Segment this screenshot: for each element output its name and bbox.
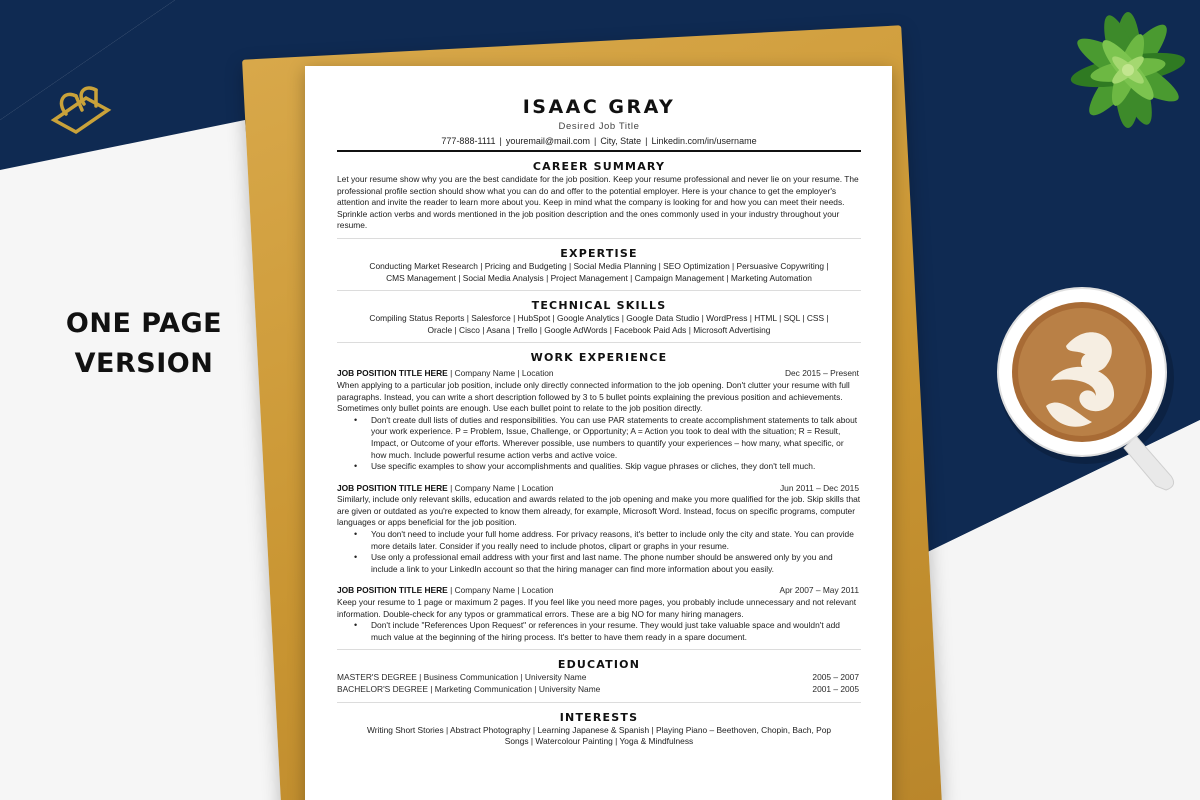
job-bullets <box>337 529 861 575</box>
education-row <box>337 672 861 684</box>
section-title-education: EDUCATION <box>557 658 641 672</box>
education-degree: MASTER'S DEGREE <box>337 672 417 683</box>
divider <box>337 290 861 291</box>
education-dates: 2005 – 2007 <box>812 672 859 683</box>
education-dates: 2001 – 2005 <box>812 684 859 694</box>
resume-page <box>305 66 892 800</box>
job-bullet: • Use specific examples to show your accomplishments and qualities. Skip vague phrases or cliches, they don't tell much. <box>371 461 861 473</box>
divider <box>337 649 861 650</box>
job-dates: Apr 2007 – May 2011 <box>779 585 859 596</box>
section-title-interests: INTERESTS <box>559 710 639 724</box>
summary-text: Let your resume show why you are the best candidate for the job position. Keep your resume professional and never lie on your resume. The professional profile section should show what you can do and offer to the potential employer. Here is your chance to get the employer's attention and invite the reader to learn more about you. Keep in mind what the company is looking for and how you can meet their needs. Sprinkle action verbs and words mentioned in the job position description and the ones commonly used in your industry throughout your resume. <box>337 174 859 231</box>
job-title: JOB POSITION TITLE HERE <box>337 368 448 379</box>
promo-line-2: VERSION <box>74 348 214 379</box>
section-title-work: WORK EXPERIENCE <box>530 351 668 365</box>
job-dates: Dec 2015 – Present <box>784 368 859 379</box>
skills-line-1: Compiling Status Reports | Salesforce | HubSpot | Google Analytics | Google Data Studio | WordPress | HTML | SQL | CSS | <box>369 313 829 324</box>
job-bullet: • Don't include "References Upon Request" or references in your resume. They would just take valuable space and wouldn't add much value at the beginning of the hiring process. It's better to have them ready in a spare document. <box>371 620 861 643</box>
section-title-summary: CAREER SUMMARY <box>532 160 666 173</box>
education-detail: | Business Communication | University Name <box>416 672 587 683</box>
contact-phone: 777-888-1111 <box>441 136 496 146</box>
resume-job-title: Desired Job Title <box>558 121 640 132</box>
education-degree: BACHELOR'S DEGREE <box>337 684 428 694</box>
job-bullet: • Don't create dull lists of duties and responsibilities. You can use PAR statements to create accomplishment statements to talk about your work experience. P = Problem, Issue, Challenge, or Opportunity; A = Action you took to deal with the situation; R = Result, Impact, or Outcome of your efforts. Wherever possible, use numbers to quantify your experiences – how many, what specific, or how much. Include powerful resume action verbs and active voice. <box>371 415 861 461</box>
job-description: Keep your resume to 1 page or maximum 2 pages. If you feel like you need more pages, you probably include unnecessary and not relevant information. Double-check for any typos or grammatical errors. These are a big NO for many hiring managers. <box>337 597 857 619</box>
contact-line: 777-888-1111 | youremail@mail.com | City, State | Linkedin.com/in/username <box>441 136 757 146</box>
header-rule <box>337 150 861 152</box>
expertise-line-1: Conducting Market Research | Pricing and Budgeting | Social Media Planning | SEO Optimization | Persuasive Copywriting | <box>369 260 829 271</box>
binder-clip-icon <box>46 80 118 140</box>
contact-email: youremail@mail.com <box>505 136 590 146</box>
coffee-cup-icon <box>996 286 1186 496</box>
contact-linkedin: Linkedin.com/in/username <box>651 136 757 146</box>
education-detail: | Marketing Communication | University Name <box>427 684 601 694</box>
job-company: | Company Name | Location <box>447 585 554 596</box>
section-title-expertise: EXPERTISE <box>560 246 638 260</box>
job-bullet: • You don't need to include your full home address. For privacy reasons, it's better to include only the city and state. You can provide more details later. Consider if you really need to include photos, clipart or graphs in your resume. <box>371 529 861 552</box>
education-row <box>337 684 861 696</box>
job-title: JOB POSITION TITLE HERE <box>337 585 448 596</box>
job-description: Similarly, include only relevant skills, education and awards related to the job opening and make you more qualified for the job. Skip skills that are given or outdated as you're expected to know them already, for example, Microsoft Word. Instead, focus on specific programs, computer languages or apps beneficial for the job position. <box>337 494 861 528</box>
job-header <box>337 483 861 495</box>
job-entry <box>337 483 861 576</box>
job-title: JOB POSITION TITLE HERE <box>337 482 448 493</box>
job-header <box>337 585 861 597</box>
contact-location: City, State <box>600 136 642 146</box>
skills-line-2: Oracle | Cisco | Asana | Trello | Google AdWords | Facebook Paid Ads | Microsoft Advertising <box>427 324 771 335</box>
interests-line-1: Writing Short Stories | Abstract Photography | Learning Japanese & Spanish | Playing Piano – Beethoven, Chopin, Bach, Pop <box>366 724 832 735</box>
job-entry <box>337 585 861 643</box>
resume-name: ISAAC GRAY <box>522 96 676 118</box>
promo-heading <box>52 304 236 384</box>
succulent-plant-icon <box>1028 0 1200 162</box>
job-bullets <box>337 620 861 643</box>
job-description: When applying to a particular job position, include only directly connected information to the job opening. Don't clutter your resume with full paragraphs. Instead, you can write a short description followed by 3 to 5 bullet points explaining the previous position and achievements. Sometimes only bullet points are enough. Use each bullet point to relate to the job position directly. <box>337 379 850 414</box>
interests-line-2: Songs | Watercolour Painting | Yoga & Mindfulness <box>504 736 694 747</box>
section-title-skills: TECHNICAL SKILLS <box>531 299 667 313</box>
job-bullets <box>337 415 861 473</box>
job-company: | Company Name | Location <box>447 482 554 493</box>
job-company: | Company Name | Location <box>447 368 554 379</box>
job-dates: Jun 2011 – Dec 2015 <box>779 482 859 493</box>
divider <box>337 238 861 239</box>
job-header <box>337 368 861 380</box>
job-bullet: • Use only a professional email address with your first and last name. The phone number should be answered only by you and include a link to your LinkedIn account so that the hiring manager can find more information about you easily. <box>371 552 861 575</box>
expertise-line-2: CMS Management | Social Media Analysis | Project Management | Campaign Management | Marketing Automation <box>386 272 812 283</box>
promo-line-1: ONE PAGE <box>65 308 223 339</box>
job-entry <box>337 368 861 472</box>
divider <box>337 342 861 343</box>
divider <box>337 702 861 703</box>
